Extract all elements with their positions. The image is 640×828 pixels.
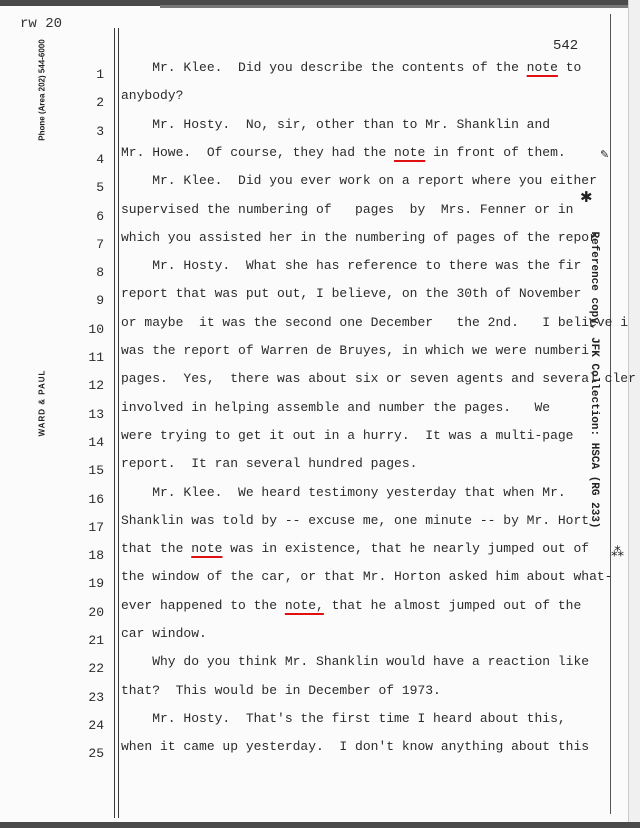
line-text: Mr. Hosty. No, sir, other than to Mr. Shanklin and xyxy=(121,116,551,132)
margin-rule-left xyxy=(114,28,115,818)
line-text: supervised the numbering of pages by Mrs. Fenner or in xyxy=(121,201,574,217)
line-text: that the xyxy=(121,541,192,557)
transcript-line xyxy=(121,258,581,274)
transcript-line xyxy=(121,371,636,387)
transcript-line xyxy=(121,485,566,501)
line-number: 25 xyxy=(88,746,104,762)
line-text: was in existence, that he nearly jumped out of xyxy=(222,541,590,557)
underlined-note-word: note xyxy=(526,60,558,75)
scan-speck-mark: ⁂ xyxy=(611,545,624,560)
line-text: which you assisted her in the numbering of pages of the repor xyxy=(121,229,597,245)
transcript-line xyxy=(121,683,441,699)
line-text: to xyxy=(557,60,582,75)
line-text: Mr. Klee. Did you describe the contents of the xyxy=(121,60,527,75)
line-text: the window of the car, or that Mr. Horton asked him about what- xyxy=(121,569,613,585)
line-number: 24 xyxy=(88,717,104,733)
line-number: 4 xyxy=(96,151,104,167)
line-text: was the report of Warren de Bruyes, in which we were numberi xyxy=(121,343,590,358)
line-text: report that was put out, I believe, on the 30th of November xyxy=(121,286,582,302)
line-number: 21 xyxy=(88,633,104,648)
line-text: Shanklin was told by -- excuse me, one minute -- by Mr. Hort xyxy=(121,512,590,528)
line-number: 17 xyxy=(88,519,104,535)
line-number: 19 xyxy=(88,576,104,592)
transcript-line xyxy=(121,117,550,133)
line-number: 13 xyxy=(88,406,104,422)
transcript-line xyxy=(121,541,589,557)
transcript-line xyxy=(121,569,612,585)
line-text: Mr. Klee. Did you ever work on a report where you either xyxy=(121,173,597,189)
transcript-line xyxy=(121,428,573,444)
line-number: 16 xyxy=(88,491,104,507)
line-text: when it came up yesterday. I don't know anything about this xyxy=(121,739,590,755)
line-number: 18 xyxy=(88,548,104,564)
line-text: that? This would be in December of 1973. xyxy=(121,682,441,698)
line-number: 5 xyxy=(96,180,104,196)
reference-copy-stamp: Reference copy, JFK Collection: HSCA (RG 233) xyxy=(588,231,600,529)
scan-speck-mark: ✱ xyxy=(580,188,593,206)
scan-top-border-shadow xyxy=(160,5,640,8)
margin-rule-right xyxy=(610,14,611,814)
line-text: Why do you think Mr. Shanklin would have a reaction like xyxy=(121,654,590,670)
line-number: 1 xyxy=(96,67,104,82)
line-number: 23 xyxy=(88,689,104,705)
transcript-line xyxy=(121,202,573,218)
line-text: anybody? xyxy=(121,88,184,104)
scan-bottom-border xyxy=(0,822,640,828)
transcript-line xyxy=(121,654,589,670)
line-text: that he almost jumped out of the xyxy=(323,597,582,613)
transcript-line xyxy=(121,60,581,76)
line-number: 12 xyxy=(88,378,104,394)
scan-speck-mark: ✎ xyxy=(600,148,610,161)
line-text: car window. xyxy=(121,626,207,641)
reporting-firm-vertical: WARD & PAUL xyxy=(37,369,47,437)
line-number: 14 xyxy=(88,434,104,450)
corner-label: rw 20 xyxy=(20,16,63,32)
transcript-line xyxy=(121,456,417,472)
line-text: Mr. Hosty. What she has reference to there was the fir xyxy=(121,258,582,274)
transcript-line xyxy=(121,343,589,359)
line-text: Mr. Hosty. That's the first time I heard about this, xyxy=(121,710,566,726)
line-number: 7 xyxy=(96,236,104,252)
transcript-line xyxy=(121,739,589,755)
line-text: in front of them. xyxy=(425,144,566,160)
line-number: 15 xyxy=(88,463,104,479)
line-number: 2 xyxy=(96,95,104,111)
line-number: 11 xyxy=(88,350,104,365)
transcript-line xyxy=(121,145,566,161)
underlined-note-word: note xyxy=(394,144,426,160)
underlined-note-word: note, xyxy=(284,597,324,613)
transcript-line xyxy=(121,315,628,331)
line-text: or maybe it was the second one December the 2nd. I believe i xyxy=(121,314,629,330)
line-text: involved in helping assemble and number the pages. We xyxy=(121,399,551,415)
transcript-line xyxy=(121,598,581,614)
line-text: were trying to get it out in a hurry. It was a multi-page xyxy=(121,427,574,443)
line-text: report. It ran several hundred pages. xyxy=(121,456,418,472)
page-number: 542 xyxy=(553,38,579,54)
line-number: 3 xyxy=(96,123,104,139)
line-number: 20 xyxy=(88,604,104,620)
transcript-line xyxy=(121,173,597,189)
phone-number-vertical: Phone (Area 202) 544-6000 xyxy=(37,39,47,141)
transcript-line xyxy=(121,626,207,642)
transcript-line xyxy=(121,88,183,104)
transcript-line xyxy=(121,230,597,246)
line-number: 9 xyxy=(96,293,104,309)
line-text: ever happened to the xyxy=(121,597,285,613)
line-text: pages. Yes, there was about six or seven agents and several cler xyxy=(121,371,636,387)
line-number: 6 xyxy=(96,208,104,224)
transcript-line xyxy=(121,513,589,529)
line-number: 8 xyxy=(96,265,104,281)
transcript-line xyxy=(121,400,550,416)
line-number: 22 xyxy=(88,661,104,677)
underlined-note-word: note xyxy=(191,541,223,557)
transcript-line xyxy=(121,711,566,727)
line-text: Mr. Klee. We heard testimony yesterday that when Mr. xyxy=(121,484,566,500)
line-number: 10 xyxy=(88,321,104,337)
line-text: Mr. Howe. Of course, they had the xyxy=(121,144,395,160)
margin-rule-left-inner xyxy=(118,28,119,818)
scan-right-edge xyxy=(628,0,640,828)
transcript-line xyxy=(121,286,581,302)
